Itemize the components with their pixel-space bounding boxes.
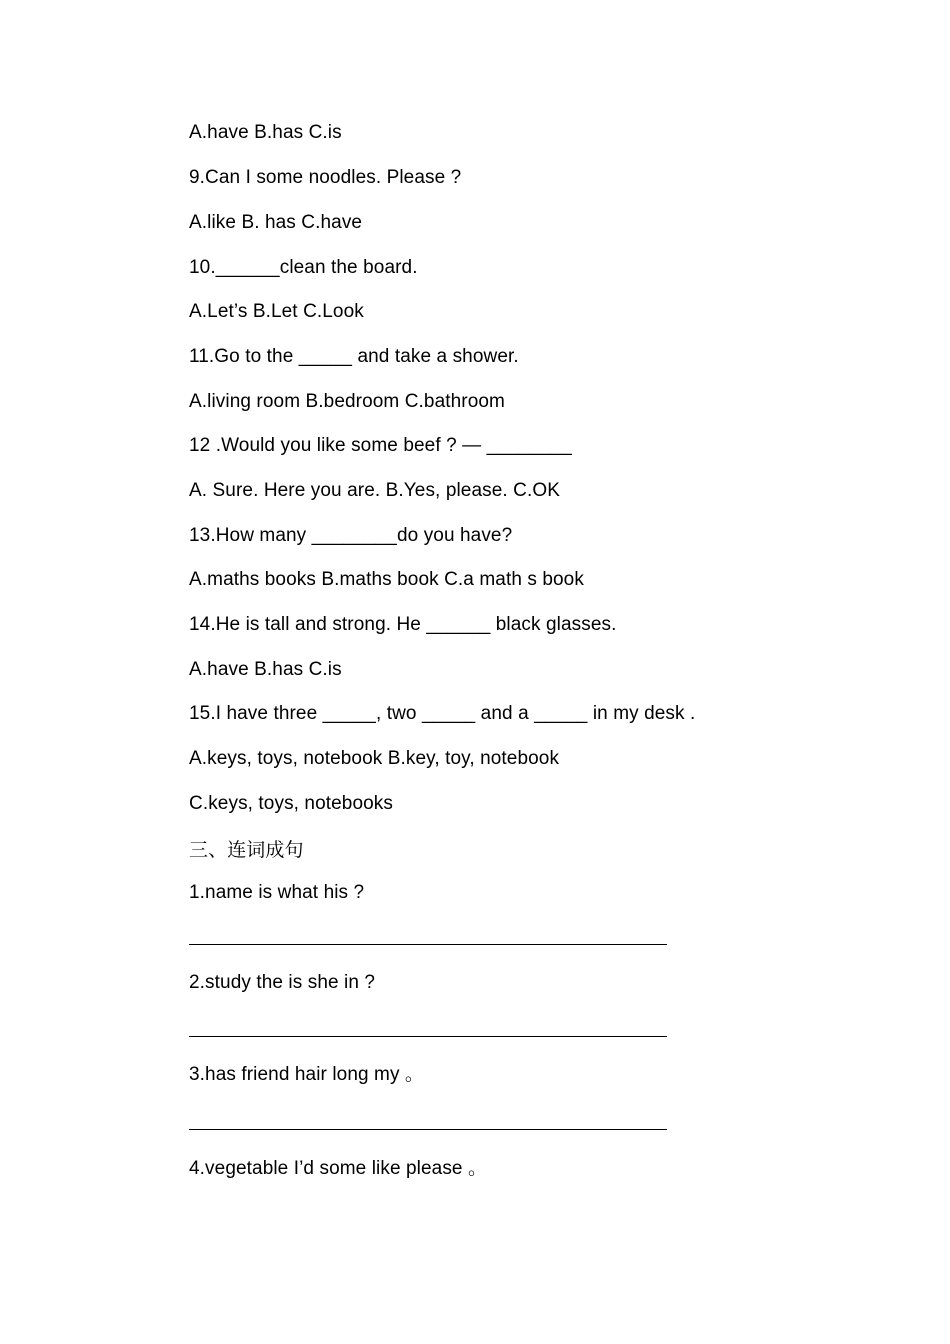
option-line-10: A.Let’s B.Let C.Look [189,301,364,322]
option-line-12: A. Sure. Here you are. B.Yes, please. C.OK [189,480,561,501]
answer-line-3 [189,1129,667,1130]
section-title: 三、连词成句 [189,839,304,861]
question-13: 13.How many ________do you have? [189,525,513,546]
option-line-9: A.like B. has C.have [189,212,363,233]
option-line-13: A.maths books B.maths book C.a math s book [189,569,584,590]
option-line-15b: C.keys, toys, notebooks [189,793,394,814]
option-line-15a: A.keys, toys, notebook B.key, toy, notebook [189,748,560,769]
sentence-4: 4.vegetable I’d some like please 。 [189,1158,488,1179]
option-line-14: A.have B.has C.is [189,659,342,680]
sentence-1: 1.name is what his ? [189,882,365,903]
question-10: 10.______clean the board. [189,257,418,278]
option-line-8: A.have B.has C.is [189,122,342,143]
answer-line-2 [189,1036,667,1037]
question-14: 14.He is tall and strong. He ______ black glasses. [189,614,617,635]
answer-line-1 [189,944,667,945]
question-9: 9.Can I some noodles. Please ? [189,167,462,188]
question-12: 12 .Would you like some beef ? — ________ [189,435,572,456]
option-line-11: A.living room B.bedroom C.bathroom [189,391,505,412]
sentence-3: 3.has friend hair long my 。 [189,1064,425,1085]
question-11: 11.Go to the _____ and take a shower. [189,346,519,367]
question-15: 15.I have three _____, two _____ and a _____ in my desk . [189,703,696,724]
sentence-2: 2.study the is she in ? [189,972,376,993]
